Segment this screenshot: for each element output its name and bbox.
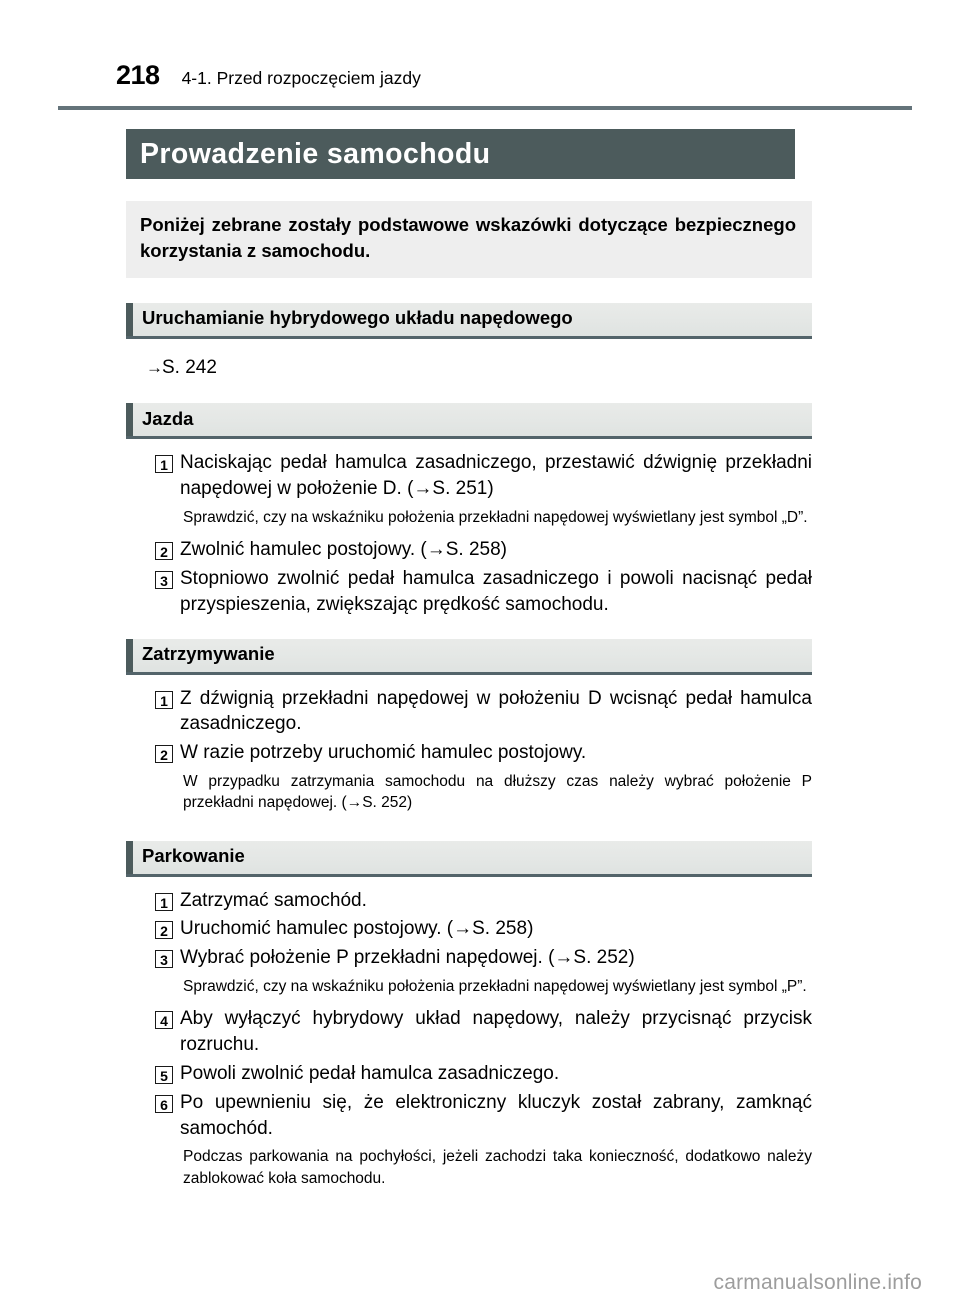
step-number-badge: 1 (155, 691, 173, 709)
step-item (126, 1006, 812, 1058)
step-note: Sprawdzić, czy na wskaźniku położenia przekładni napędowej wyświetlany jest symbol „D”. (183, 508, 808, 526)
step-number-badge: 4 (155, 1011, 173, 1029)
step-text: Zwolnić hamulec postojowy. (→S. 258) (180, 539, 507, 561)
step-body (180, 888, 812, 914)
chapter-banner (126, 129, 795, 179)
section-heading-label: Uruchamianie hybrydowego układu napędowego (142, 307, 573, 329)
step-text: Powoli zwolnić pedał hamulca zasadniczego. (180, 1062, 560, 1084)
step-number-badge: 3 (155, 571, 173, 589)
step-item (126, 1061, 812, 1087)
step-text: Aby wyłączyć hybrydowy układ napędowy, należy przycisnąć przycisk rozruchu. (180, 1008, 812, 1056)
step-list-parkowanie (126, 886, 812, 1202)
step-item (126, 537, 812, 563)
step-text: Stopniowo zwolnić pedał hamulca zasadniczego i powoli nacisnąć pedał przyspieszenia, zwiększając prędkość samochodu. (180, 567, 812, 615)
step-item (126, 566, 812, 618)
section-marker-icon (126, 403, 133, 436)
step-body (180, 566, 812, 618)
step-number-badge: 2 (155, 542, 173, 560)
step-body (180, 450, 812, 534)
cross-reference-line[interactable] (126, 348, 812, 390)
step-body (180, 945, 812, 1003)
step-list-zatrzymywanie (126, 684, 812, 827)
step-item (126, 888, 812, 914)
step-text: Uruchomić hamulec postojowy. (→S. 258) (180, 918, 534, 940)
step-number-badge: 2 (155, 921, 173, 939)
step-text: W razie potrzeby uruchomić hamulec postojowy. (180, 742, 587, 764)
section-header-jazda (126, 403, 812, 439)
step-text: Po upewnieniu się, że elektroniczny kluczyk został zabrany, zamknąć samochód. (180, 1091, 812, 1139)
running-head (0, 62, 960, 89)
step-note: Sprawdzić, czy na wskaźniku położenia przekładni napędowej wyświetlany jest symbol „P”. (183, 977, 807, 995)
step-item (126, 916, 812, 942)
section-marker-icon (126, 841, 133, 874)
intro-callout (126, 201, 812, 278)
header-rule (58, 106, 912, 110)
step-item (126, 740, 812, 819)
site-watermark: carmanualsonline.info (713, 1271, 922, 1294)
section-marker-icon (126, 303, 133, 336)
step-body (180, 1061, 812, 1087)
step-body (180, 1006, 812, 1058)
section-heading-label: Jazda (142, 407, 194, 429)
step-number-badge: 1 (155, 455, 173, 473)
step-number-badge: 3 (155, 950, 173, 968)
step-body (180, 740, 812, 819)
step-item (126, 1090, 812, 1195)
step-item (126, 450, 812, 534)
page-content (126, 201, 812, 1202)
step-number-badge: 2 (155, 745, 173, 763)
step-text: Wybrać położenie P przekładni napędowej. (→S. 252) (180, 947, 635, 969)
step-text: Naciskając pedał hamulca zasadniczego, przestawić dźwignię przekładni napędowej w położenie D. (→S. 251) (180, 452, 812, 499)
section-heading-label: Zatrzymywanie (142, 643, 275, 665)
step-text: Zatrzymać samochód. (180, 889, 367, 911)
step-text: Z dźwignią przekładni napędowej w położeniu D wcisnąć pedał hamulca zasadniczego. (180, 687, 812, 735)
section-header-zatrzymywanie (126, 639, 812, 675)
cross-reference-target: S. 242 (162, 356, 217, 378)
step-number-badge: 1 (155, 893, 173, 911)
step-note: W przypadku zatrzymania samochodu na dłuższy czas należy wybrać położenie P przekładni napędowej. (→S. 252) (183, 773, 812, 812)
step-item (126, 945, 812, 1003)
running-head-title: 4-1. Przed rozpoczęciem jazdy (181, 68, 421, 88)
section-marker-icon (126, 639, 133, 672)
section-heading-label: Parkowanie (142, 845, 245, 867)
step-body (180, 537, 812, 563)
page-number: 218 (116, 60, 160, 90)
chapter-title: Prowadzenie samochodu (140, 137, 491, 170)
step-item (126, 686, 812, 738)
step-body (180, 686, 812, 738)
step-list-jazda (126, 448, 812, 624)
arrow-right-icon: → (146, 357, 162, 377)
step-number-badge: 5 (155, 1066, 173, 1084)
section-header-parkowanie (126, 841, 812, 877)
step-number-badge: 6 (155, 1095, 173, 1113)
section-header-uruchamianie (126, 303, 812, 339)
step-note: Podczas parkowania na pochyłości, jeżeli zachodzi taka konieczność, dodatkowo należy zablokować koła samochodu. (183, 1148, 812, 1187)
step-body (180, 916, 812, 942)
step-body (180, 1090, 812, 1195)
intro-text: Poniżej zebrane zostały podstawowe wskazówki dotyczące bezpiecznego korzystania z samochodu. (140, 214, 796, 262)
